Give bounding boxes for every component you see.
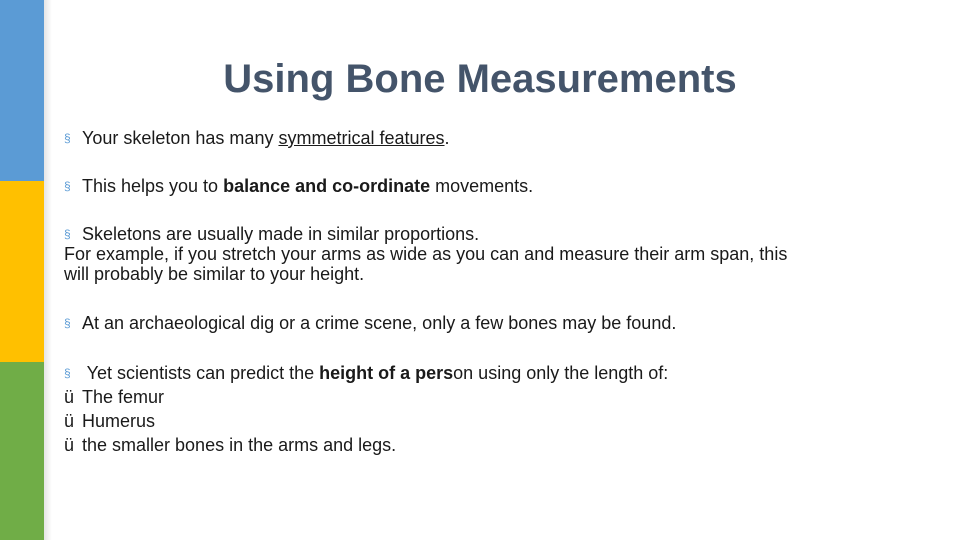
paragraph-predict [64, 361, 934, 457]
checklist-item [64, 385, 934, 409]
text: At an archaeological dig or a crime scene, only a few bones may be found. [82, 313, 677, 333]
accent-bar-green [0, 362, 44, 540]
checkmark-icon: ü [64, 435, 75, 455]
bullet-icon: § [64, 366, 71, 380]
checkmark-icon: ü [64, 387, 75, 407]
text: movements. [430, 176, 534, 196]
paragraph-balance [64, 176, 934, 196]
bullet-icon: § [64, 131, 71, 145]
bullet-icon: § [64, 179, 71, 193]
checkmark-icon: ü [64, 411, 75, 431]
text: on using only the length of: [453, 363, 669, 383]
text: This helps you to [82, 176, 224, 196]
bold-text: height of a pers [319, 363, 454, 383]
underlined-text: symmetrical features [278, 128, 445, 148]
paragraph-dig [64, 313, 934, 333]
checklist-item [64, 433, 934, 457]
text: The femur [82, 387, 165, 407]
paragraph-symmetry [64, 128, 934, 148]
text: Skeletons are usually made in similar proportions. [82, 224, 480, 244]
text: . [444, 128, 450, 148]
slide-title: Using Bone Measurements [223, 57, 737, 101]
text: the smaller bones in the arms and legs. [82, 435, 397, 455]
text: Humerus [82, 411, 156, 431]
bullet-icon: § [64, 227, 71, 241]
text: Yet scientists can predict the [82, 363, 320, 383]
text: will probably be similar to your height. [64, 264, 365, 284]
paragraph-proportions [64, 224, 934, 284]
checklist-item [64, 409, 934, 433]
line [64, 361, 934, 385]
text: For example, if you stretch your arms as wide as you can and measure their arm span, this [64, 244, 788, 264]
accent-bar-yellow [0, 181, 44, 362]
line [64, 224, 934, 244]
bullet-icon: § [64, 316, 71, 330]
bold-text: balance and co-ordinate [223, 176, 431, 196]
text: Your skeleton has many [82, 128, 279, 148]
